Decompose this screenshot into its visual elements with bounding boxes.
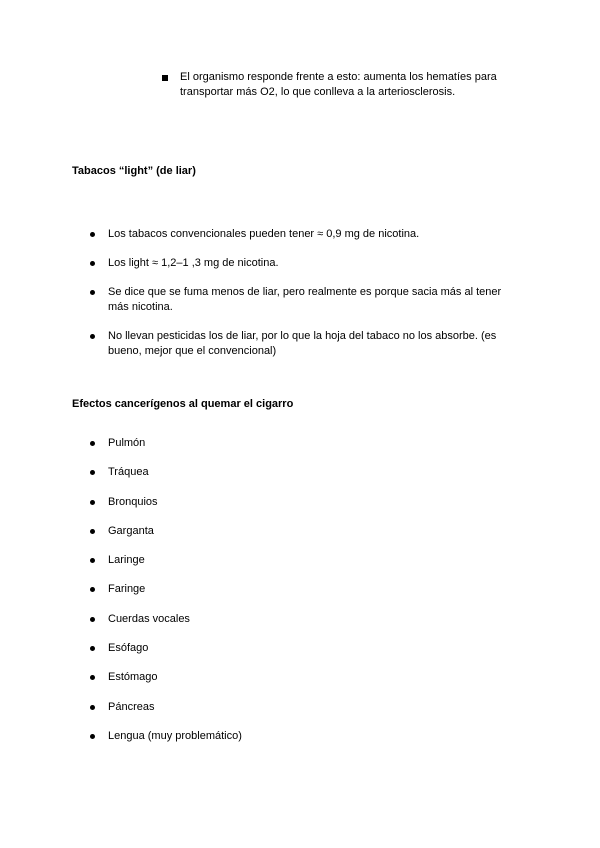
bullet-dot-icon xyxy=(90,232,95,237)
list-item xyxy=(90,495,520,510)
bullet-dot-icon xyxy=(90,617,95,622)
list-item-text: Faringe xyxy=(108,583,146,596)
section-heading-efectos: Efectos cancerígenos al quemar el cigarro xyxy=(72,398,294,410)
list-item-text: Los light ≈ 1,2–1 ,3 mg de nicotina. xyxy=(108,257,279,269)
bullet-dot-icon xyxy=(90,705,95,710)
list-item-text: Se dice que se fuma menos de liar, pero realmente es porque sacia más al tener más nicotina. xyxy=(108,286,502,313)
carcinogenic-effects-list xyxy=(90,436,520,758)
list-item xyxy=(90,329,520,359)
list-item-text: Bronquios xyxy=(108,495,158,508)
bullet-dot-icon xyxy=(90,587,95,592)
bullet-dot-icon xyxy=(90,675,95,680)
list-item xyxy=(90,729,520,744)
list-item xyxy=(90,436,520,451)
bullet-dot-icon xyxy=(90,734,95,739)
bullet-dot-icon xyxy=(90,470,95,475)
list-item-text: Esófago xyxy=(108,642,149,655)
light-tobacco-list xyxy=(90,227,520,373)
list-item-text: Estómago xyxy=(108,671,158,684)
square-bullet-icon xyxy=(162,75,168,81)
list-item-text: Garganta xyxy=(108,524,154,537)
section-heading-light: Tabacos “light” (de liar) xyxy=(72,165,196,177)
list-item xyxy=(90,612,520,627)
list-item xyxy=(90,524,520,539)
intro-item-text: El organismo responde frente a esto: aumenta los hematíes para transportar más O2, lo que conlleva a la arteriosclerosis. xyxy=(180,71,497,98)
list-item-text: Tráquea xyxy=(108,466,149,479)
list-item-text: No llevan pesticidas los de liar, por lo que la hoja del tabaco no los absorbe. (es bueno, mejor que el convencional) xyxy=(108,330,497,357)
list-item-text: Los tabacos convencionales pueden tener ≈ 0,9 mg de nicotina. xyxy=(108,228,420,240)
list-item-text: Pulmón xyxy=(108,437,146,449)
list-item xyxy=(90,465,520,480)
list-item xyxy=(90,700,520,715)
list-item-text: Páncreas xyxy=(108,700,155,713)
bullet-dot-icon xyxy=(90,529,95,534)
bullet-dot-icon xyxy=(90,261,95,266)
list-item xyxy=(90,285,520,315)
list-item xyxy=(90,670,520,685)
bullet-dot-icon xyxy=(90,441,95,446)
list-item xyxy=(90,641,520,656)
list-item xyxy=(90,256,520,271)
list-item-text: Lengua (muy problemático) xyxy=(108,729,242,742)
bullet-dot-icon xyxy=(90,558,95,563)
list-item xyxy=(90,227,520,242)
list-item-text: Cuerdas vocales xyxy=(108,612,190,625)
list-item xyxy=(90,582,520,597)
bullet-dot-icon xyxy=(90,290,95,295)
list-item xyxy=(90,553,520,568)
square-bullet-item xyxy=(162,70,522,100)
bullet-dot-icon xyxy=(90,500,95,505)
bullet-dot-icon xyxy=(90,334,95,339)
bullet-dot-icon xyxy=(90,646,95,651)
list-item-text: Laringe xyxy=(108,554,145,567)
